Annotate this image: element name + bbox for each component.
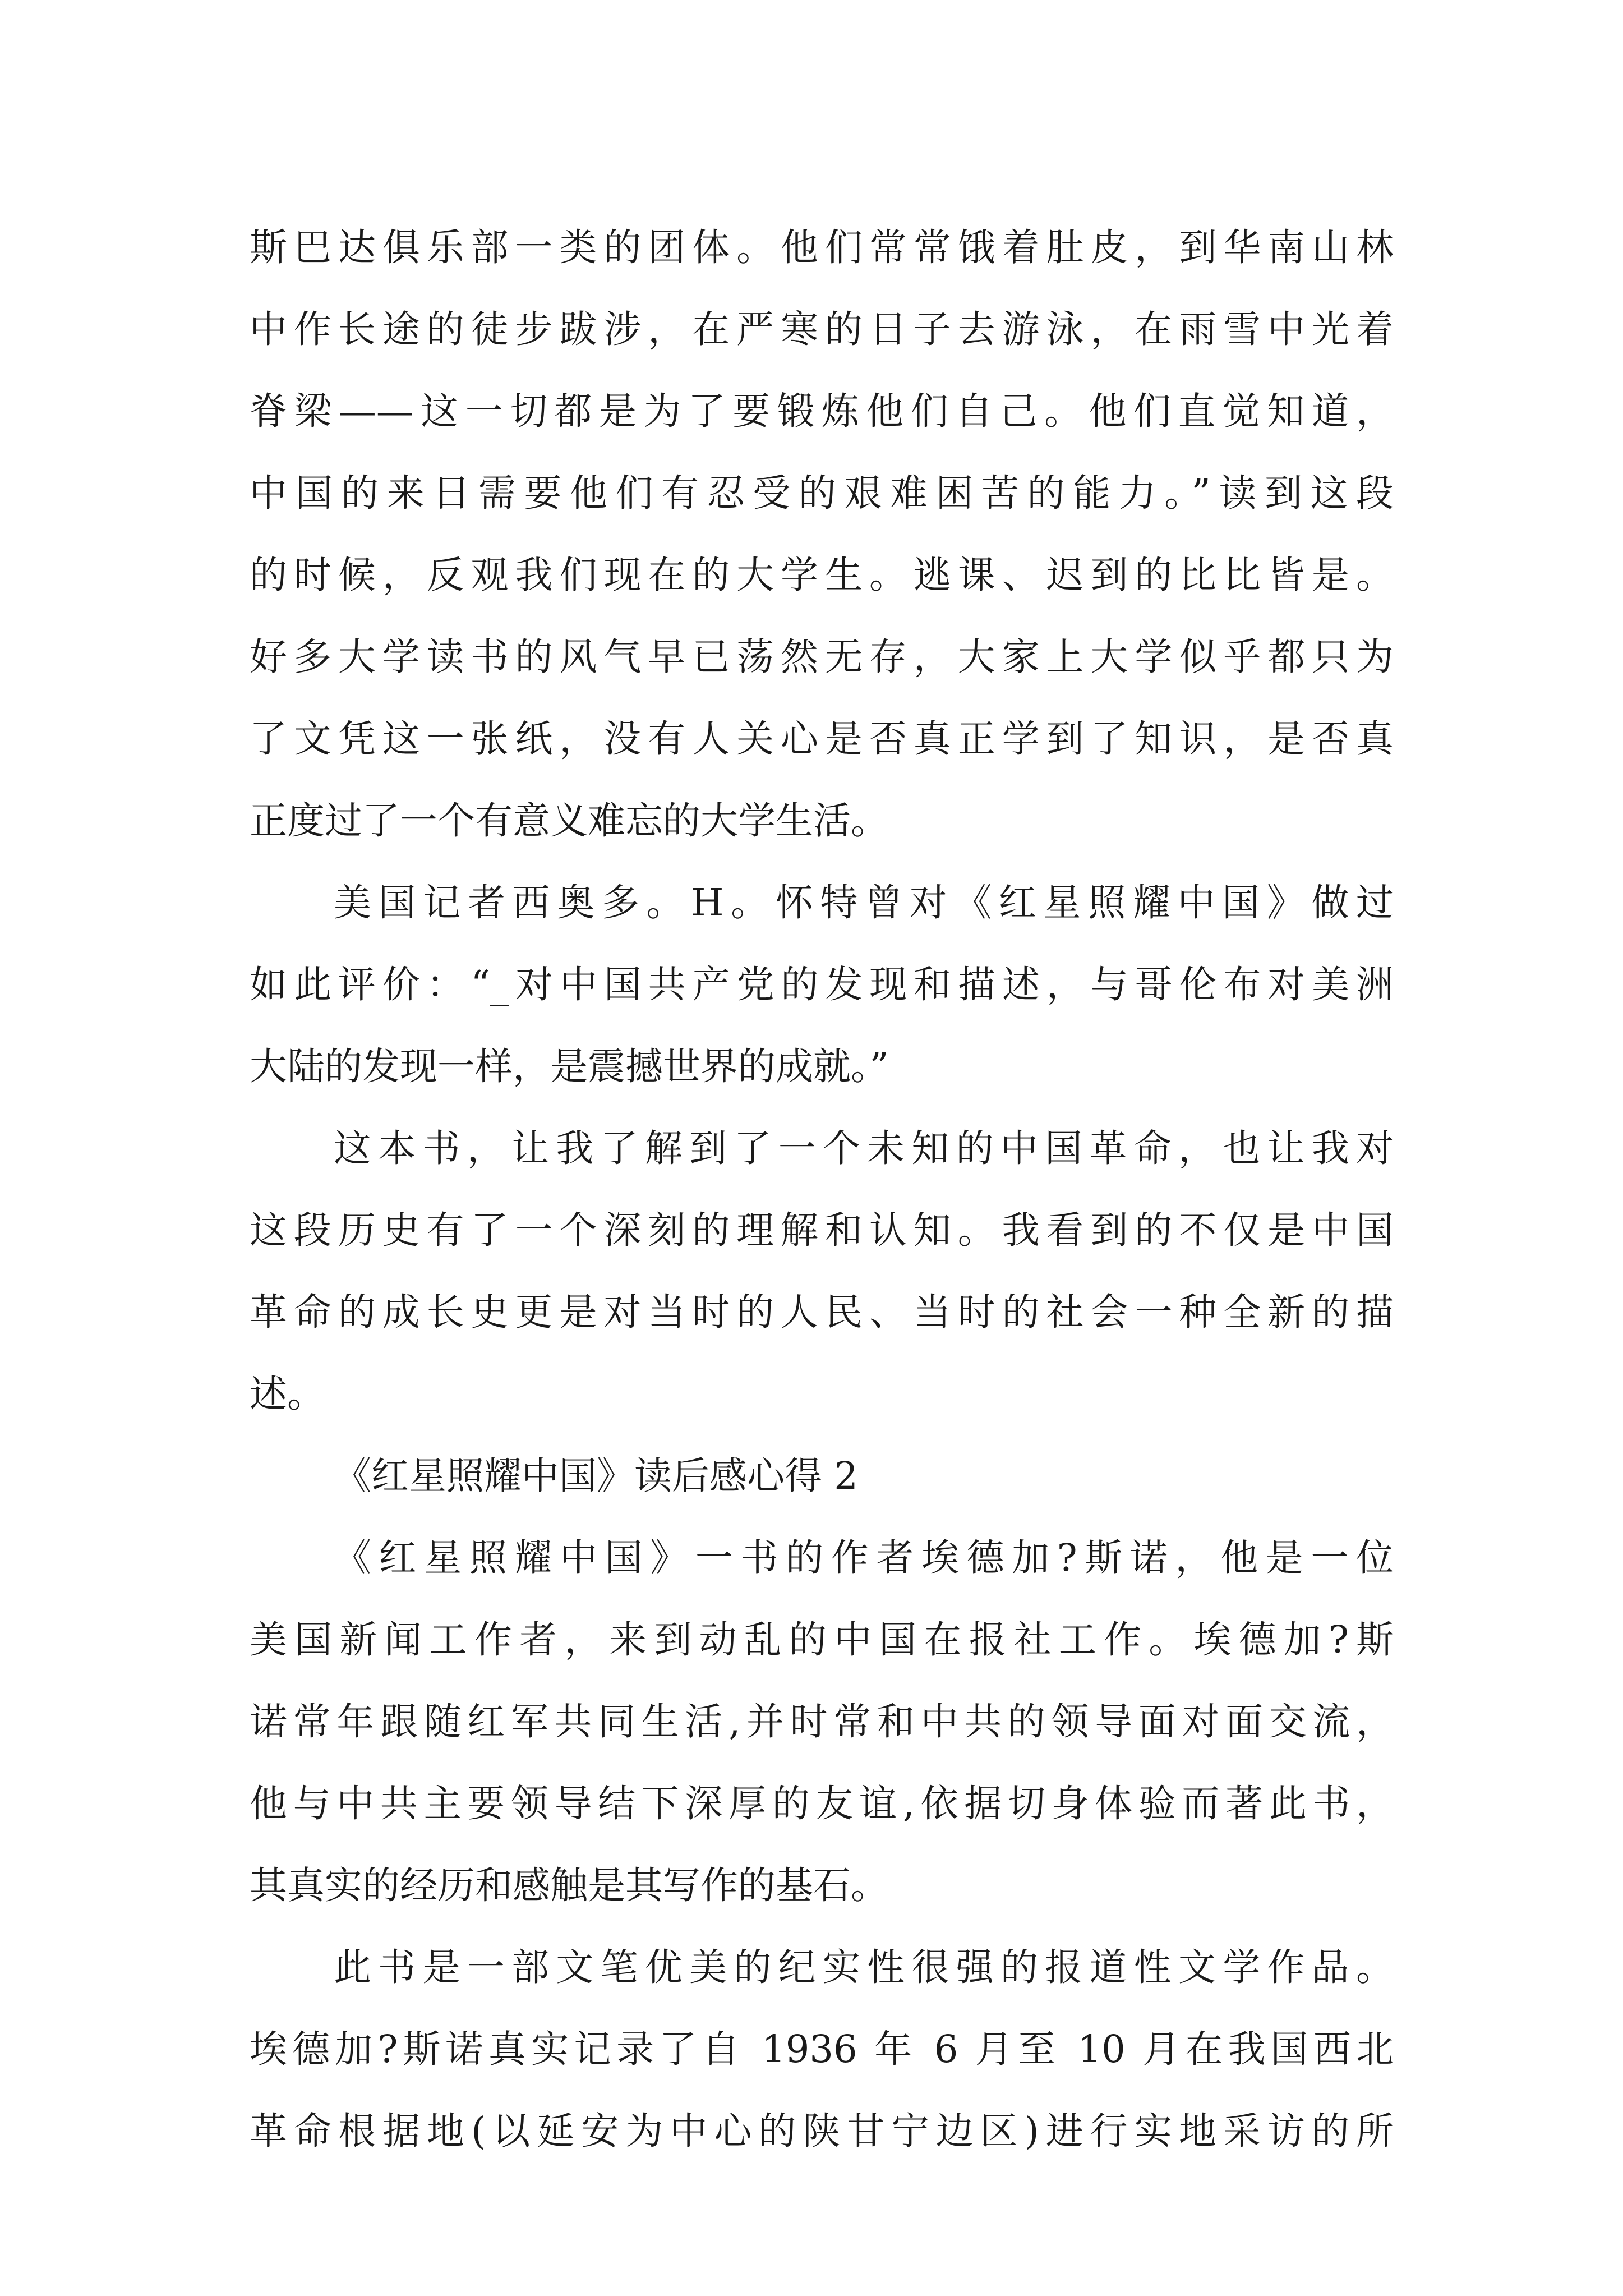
paragraph-line: 中作长途的徒步跋涉，在严寒的日子去游泳，在雨雪中光着 <box>250 307 1394 351</box>
paragraph-line: 这本书，让我了解到了一个未知的中国革命，也让我对 <box>334 1126 1394 1170</box>
paragraph-line: 他与中共主要领导结下深厚的友谊,依据切身体验而著此书， <box>250 1782 1394 1825</box>
paragraph-line: 述。 <box>250 1372 325 1416</box>
paragraph-line: 好多大学读书的风气早已荡然无存，大家上大学似乎都只为 <box>250 635 1394 679</box>
paragraph-line: 大陆的发现一样，是震撼世界的成就。” <box>250 1045 889 1088</box>
paragraph-line: 中国的来日需要他们有忍受的艰难困苦的能力。”读到这段 <box>250 471 1394 515</box>
paragraph-line: 了文凭这一张纸，没有人关心是否真正学到了知识，是否真 <box>250 717 1394 761</box>
paragraph-line: 《红星照耀中国》一书的作者埃德加?斯诺，他是一位 <box>334 1536 1394 1580</box>
section-heading: 《红星照耀中国》读后感心得 2 <box>334 1454 858 1498</box>
paragraph-line: 埃德加?斯诺真实记录了自 1936 年 6 月至 10 月在我国西北 <box>250 2027 1394 2071</box>
paragraph-line: 此书是一部文笔优美的纪实性很强的报道性文学作品。 <box>334 1945 1394 1989</box>
paragraph-line: 革命的成长史更是对当时的人民、当时的社会一种全新的描 <box>250 1290 1394 1334</box>
document-body <box>250 206 1394 2172</box>
paragraph-line: 脊梁——这一切都是为了要锻炼他们自己。他们直觉知道， <box>250 389 1394 433</box>
paragraph-line: 正度过了一个有意义难忘的大学生活。 <box>250 799 888 843</box>
paragraph-line: 如此评价：“_对中国共产党的发现和描述，与哥伦布对美洲 <box>250 963 1394 1006</box>
paragraph-line: 美国新闻工作者，来到动乱的中国在报社工作。埃德加?斯 <box>250 1618 1394 1662</box>
paragraph-line: 的时候，反观我们现在的大学生。逃课、迟到的比比皆是。 <box>250 553 1394 597</box>
paragraph-line: 斯巴达俱乐部一类的团体。他们常常饿着肚皮，到华南山林 <box>250 226 1394 269</box>
paragraph-line: 美国记者西奥多。H。怀特曾对《红星照耀中国》做过 <box>334 881 1394 924</box>
paragraph-line: 这段历史有了一个深刻的理解和认知。我看到的不仅是中国 <box>250 1208 1394 1252</box>
paragraph-line: 其真实的经历和感触是其写作的基石。 <box>250 1864 888 1907</box>
paragraph-line: 诺常年跟随红军共同生活,并时常和中共的领导面对面交流， <box>250 1700 1394 1743</box>
paragraph-line: 革命根据地(以延安为中心的陕甘宁边区)进行实地采访的所 <box>250 2109 1394 2153</box>
